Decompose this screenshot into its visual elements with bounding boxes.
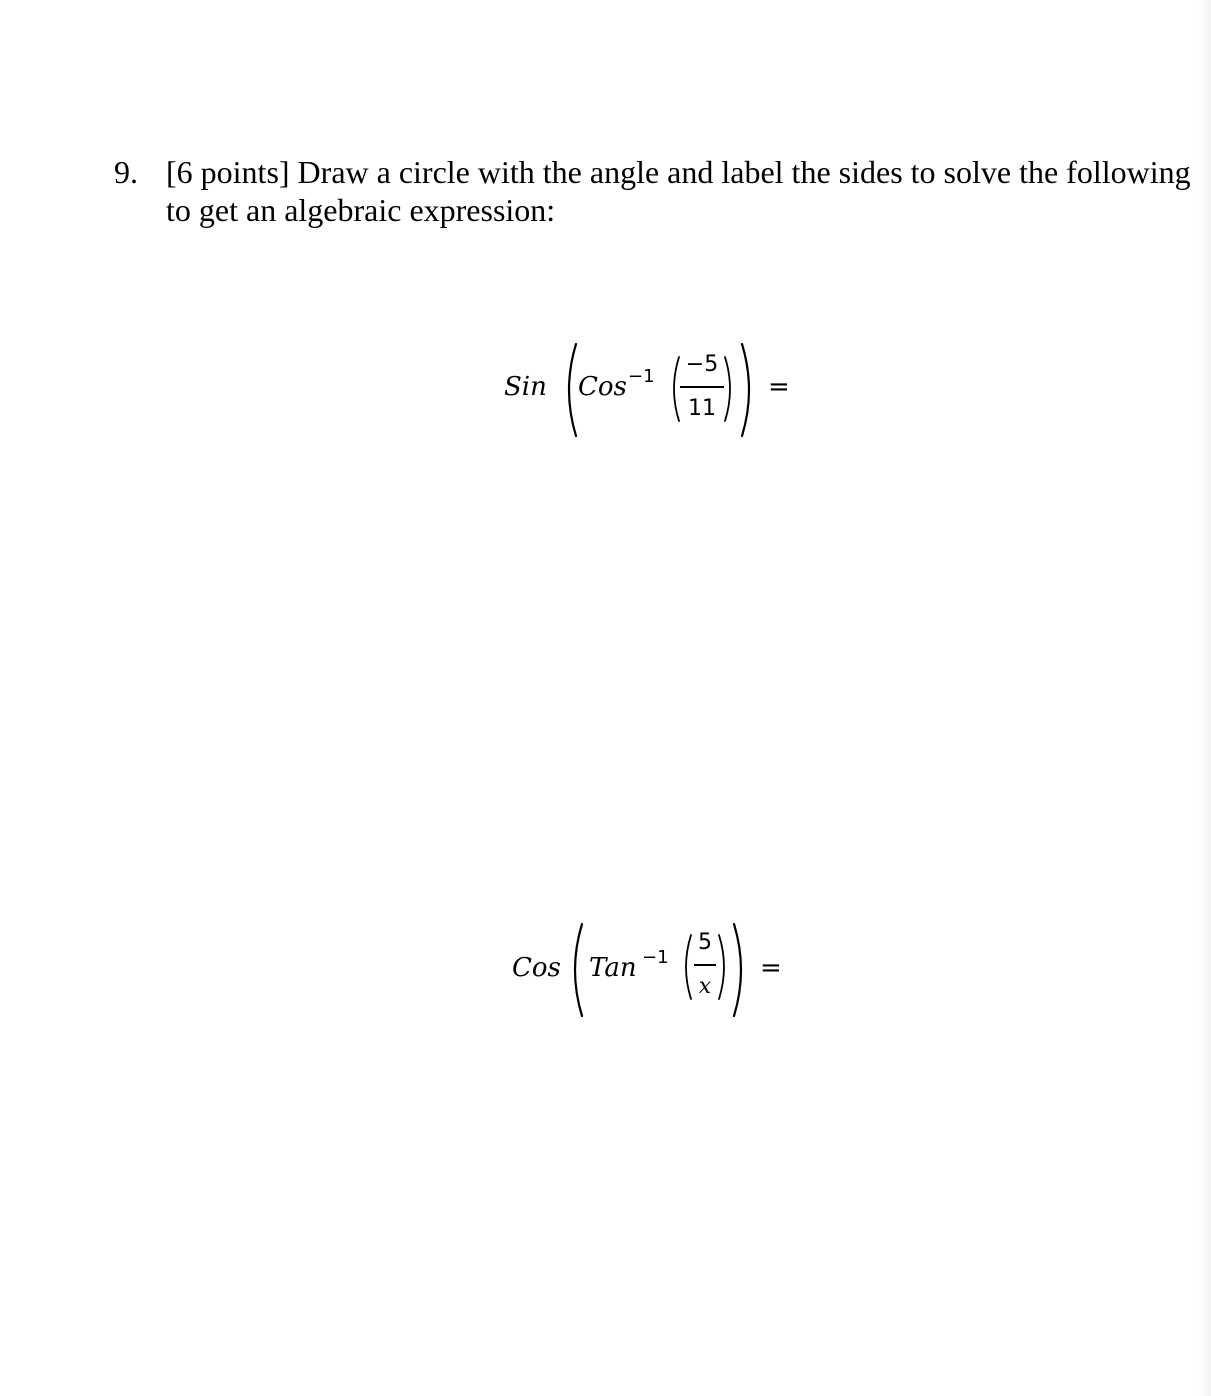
outer-function: Sin: [504, 372, 547, 402]
fraction-bar: [694, 964, 716, 966]
equals-sign: =: [768, 372, 790, 402]
question-text-line-2: to get an algebraic expression:: [166, 192, 556, 228]
outer-left-paren: [566, 920, 586, 1020]
fraction-numerator: −5: [685, 352, 719, 377]
fraction-numerator: 5: [698, 930, 712, 955]
inner-function: Tan: [589, 953, 637, 983]
inner-function: Cos: [578, 372, 627, 402]
inverse-exponent: −1: [628, 366, 655, 387]
question-number: 9.: [114, 154, 138, 190]
outer-right-paren: [738, 340, 758, 440]
inner-right-paren: [722, 354, 736, 424]
fraction-bar: [680, 386, 724, 388]
outer-left-paren: [560, 340, 580, 440]
fraction-denominator: 11: [688, 396, 716, 421]
question-text-line-1: [6 points] Draw a circle with the angle and label the sides to solve the following: [166, 154, 1191, 190]
fraction-denominator: x: [698, 974, 712, 999]
outer-right-paren: [730, 920, 750, 1020]
equals-sign: =: [760, 953, 782, 983]
question-text: [166, 153, 1206, 229]
inverse-exponent: −1: [642, 947, 669, 968]
inner-right-paren: [716, 932, 730, 1002]
outer-function: Cos: [512, 953, 561, 983]
